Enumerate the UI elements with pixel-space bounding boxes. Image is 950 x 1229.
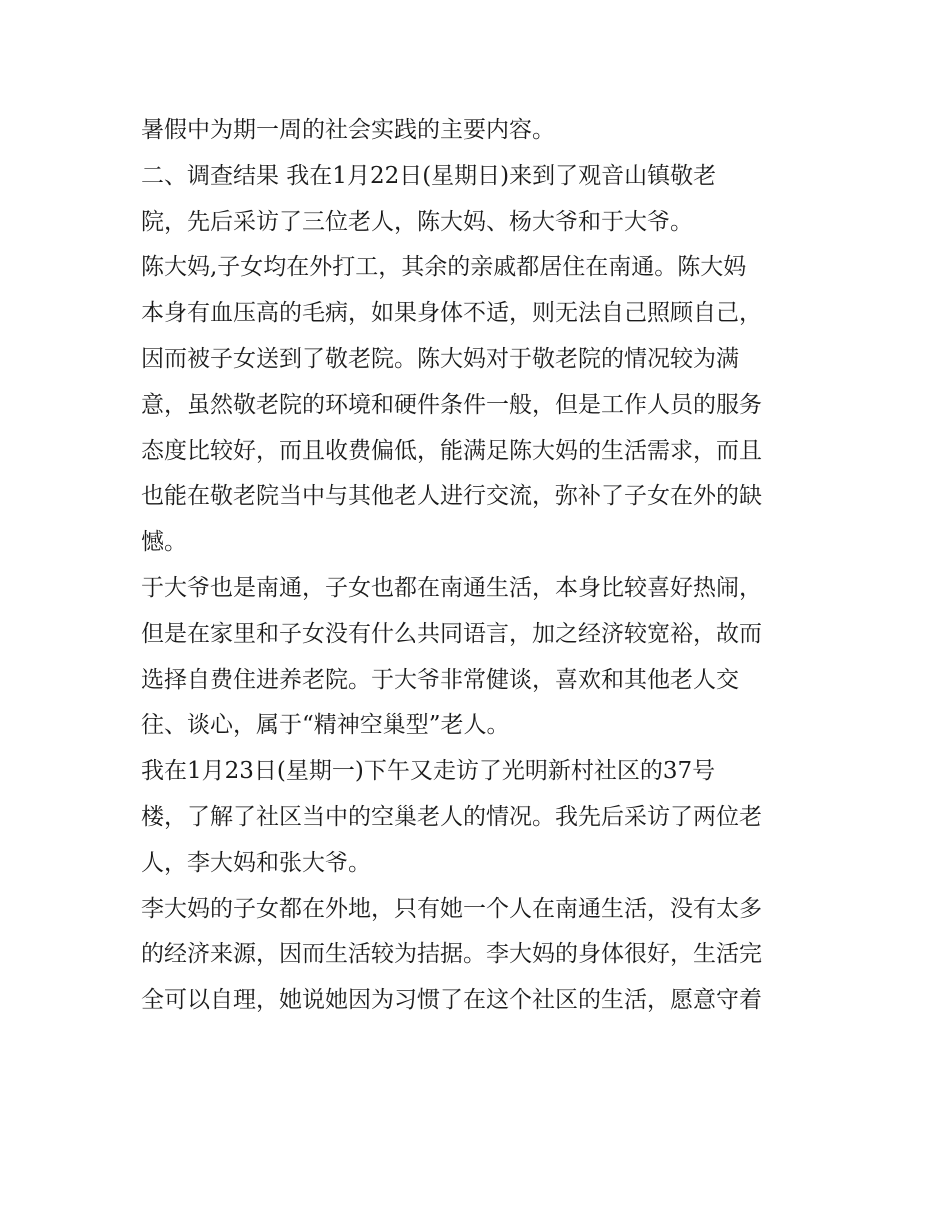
body-text bbox=[141, 108, 821, 1024]
text-line: 因而被子女送到了敬老院。陈大妈对于敬老院的情况较为满 bbox=[141, 345, 739, 372]
text-line: 二、调查结果 我在1月22日(星期日)来到了观音山镇敬老 bbox=[141, 162, 717, 189]
text-line: 楼，了解了社区当中的空巢老人的情况。我先后采访了两位老 bbox=[141, 803, 762, 830]
text-line: 人，李大妈和张大爷。 bbox=[141, 849, 371, 876]
text-line: 院，先后采访了三位老人，陈大妈、杨大爷和于大爷。 bbox=[141, 208, 693, 235]
text-line: 于大爷也是南通，子女也都在南通生活，本身比较喜好热闹， bbox=[141, 574, 762, 601]
text-line: 意，虽然敬老院的环境和硬件条件一般，但是工作人员的服务 bbox=[141, 391, 762, 418]
text-line: 陈大妈,子女均在外打工，其余的亲戚都居住在南通。陈大妈 bbox=[141, 254, 747, 281]
text-line: 本身有血压高的毛病，如果身体不适，则无法自己照顾自己， bbox=[141, 300, 762, 327]
text-line: 往、谈心，属于“精神空巢型”老人。 bbox=[141, 712, 510, 739]
text-line: 我在1月23日(星期一)下午又走访了光明新村社区的37号 bbox=[141, 758, 716, 785]
text-line: 也能在敬老院当中与其他老人进行交流，弥补了子女在外的缺 bbox=[141, 483, 762, 510]
text-line: 选择自费住进养老院。于大爷非常健谈，喜欢和其他老人交 bbox=[141, 666, 739, 693]
text-line: 全可以自理，她说她因为习惯了在这个社区的生活，愿意守着 bbox=[141, 987, 762, 1014]
text-line: 李大妈的子女都在外地，只有她一个人在南通生活，没有太多 bbox=[141, 895, 762, 922]
text-line: 态度比较好，而且收费偏低，能满足陈大妈的生活需求，而且 bbox=[141, 437, 762, 464]
text-line: 暑假中为期一周的社会实践的主要内容。 bbox=[141, 117, 555, 143]
text-line: 的经济来源，因而生活较为拮据。李大妈的身体很好，生活完 bbox=[141, 941, 762, 968]
text-line: 但是在家里和子女没有什么共同语言，加之经济较宽裕，故而 bbox=[141, 620, 762, 647]
text-line: 憾。 bbox=[141, 529, 187, 556]
